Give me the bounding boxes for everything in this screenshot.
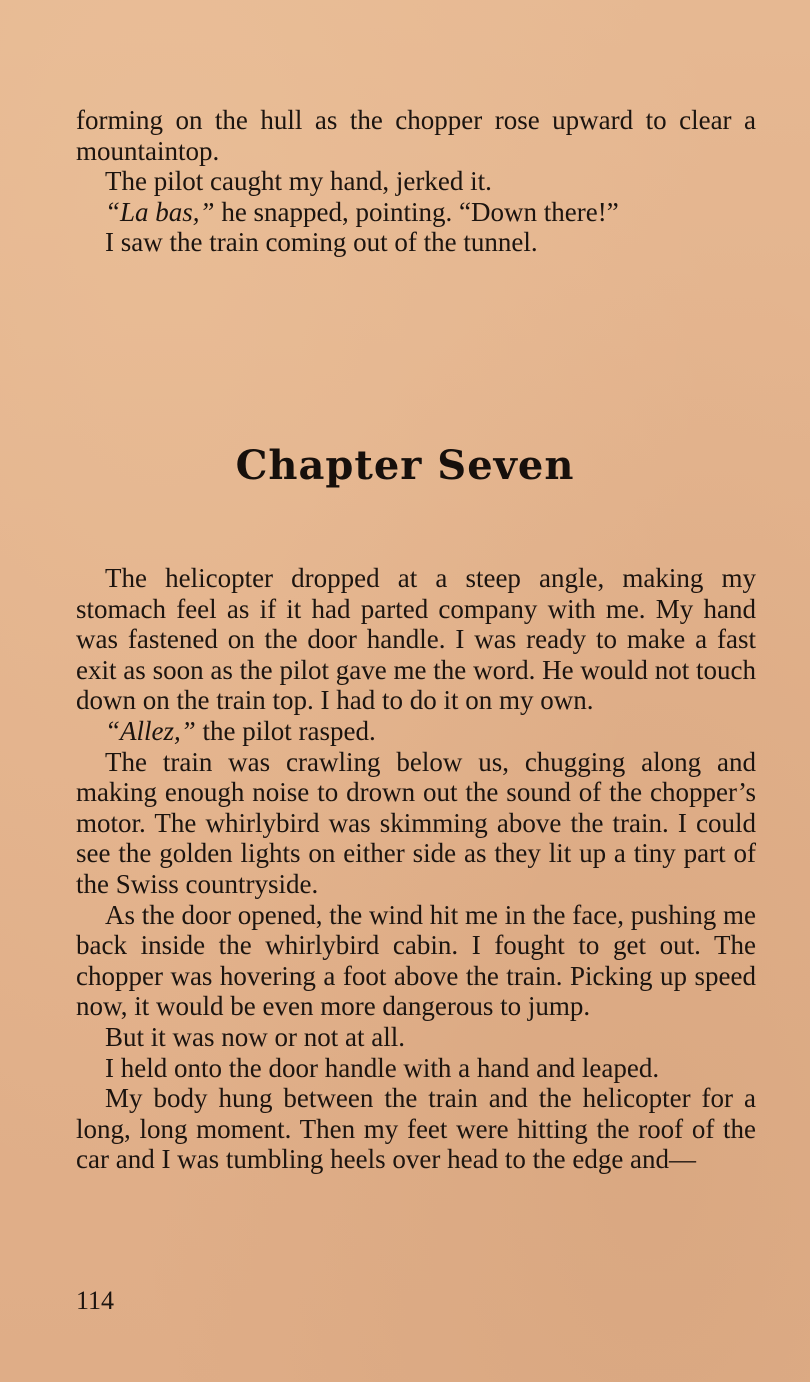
paragraph: I held onto the door handle with a hand and leaped. — [105, 1052, 660, 1083]
italic-phrase: “Allez,” — [105, 715, 196, 746]
page-number: 114 — [76, 1286, 115, 1315]
top-text-block — [76, 105, 756, 258]
chapter-title: Chapter Seven — [235, 442, 575, 489]
paragraph: But it was now or not at all. — [105, 1021, 405, 1052]
paragraph: “Allez,” the pilot rasped. — [105, 715, 376, 746]
chapter-body-text — [76, 563, 756, 1175]
paragraph: The pilot caught my hand, jerked it. — [105, 166, 492, 197]
paragraph: My body hung between the train and the helicopter for a long, long moment. Then my feet were hitting the roof of the car and I was tumbling heels over head to the edge and— — [76, 1083, 756, 1175]
paragraph: As the door opened, the wind hit me in the face, pushing me back inside the whirlybird cabin. I fought to get out. The chopper was hovering a foot above the train. Picking up speed now, it would be even more dangerous to jump. — [76, 899, 756, 1022]
italic-phrase: “La bas,” — [105, 196, 215, 227]
paragraph: The train was crawling below us, chugging along and making enough noise to drown out the sound of the chopper’s motor. The whirlybird was skimming above the train. I could see the golden lights on either side as they lit up a tiny part of the Swiss countryside. — [76, 746, 756, 899]
paragraph: I saw the train coming out of the tunnel. — [105, 227, 538, 258]
paragraph: The helicopter dropped at a steep angle, making my stomach feel as if it had parted company with me. My hand was fastened on the door handle. I was ready to make a fast exit as soon as the pilot gave me the word. He would not touch down on the train top. I had to do it on my own. — [76, 563, 756, 716]
paragraph-continuation: forming on the hull as the chopper rose upward to clear a mountaintop. — [76, 105, 756, 166]
paragraph: “La bas,” he snapped, pointing. “Down there!” — [105, 196, 619, 227]
